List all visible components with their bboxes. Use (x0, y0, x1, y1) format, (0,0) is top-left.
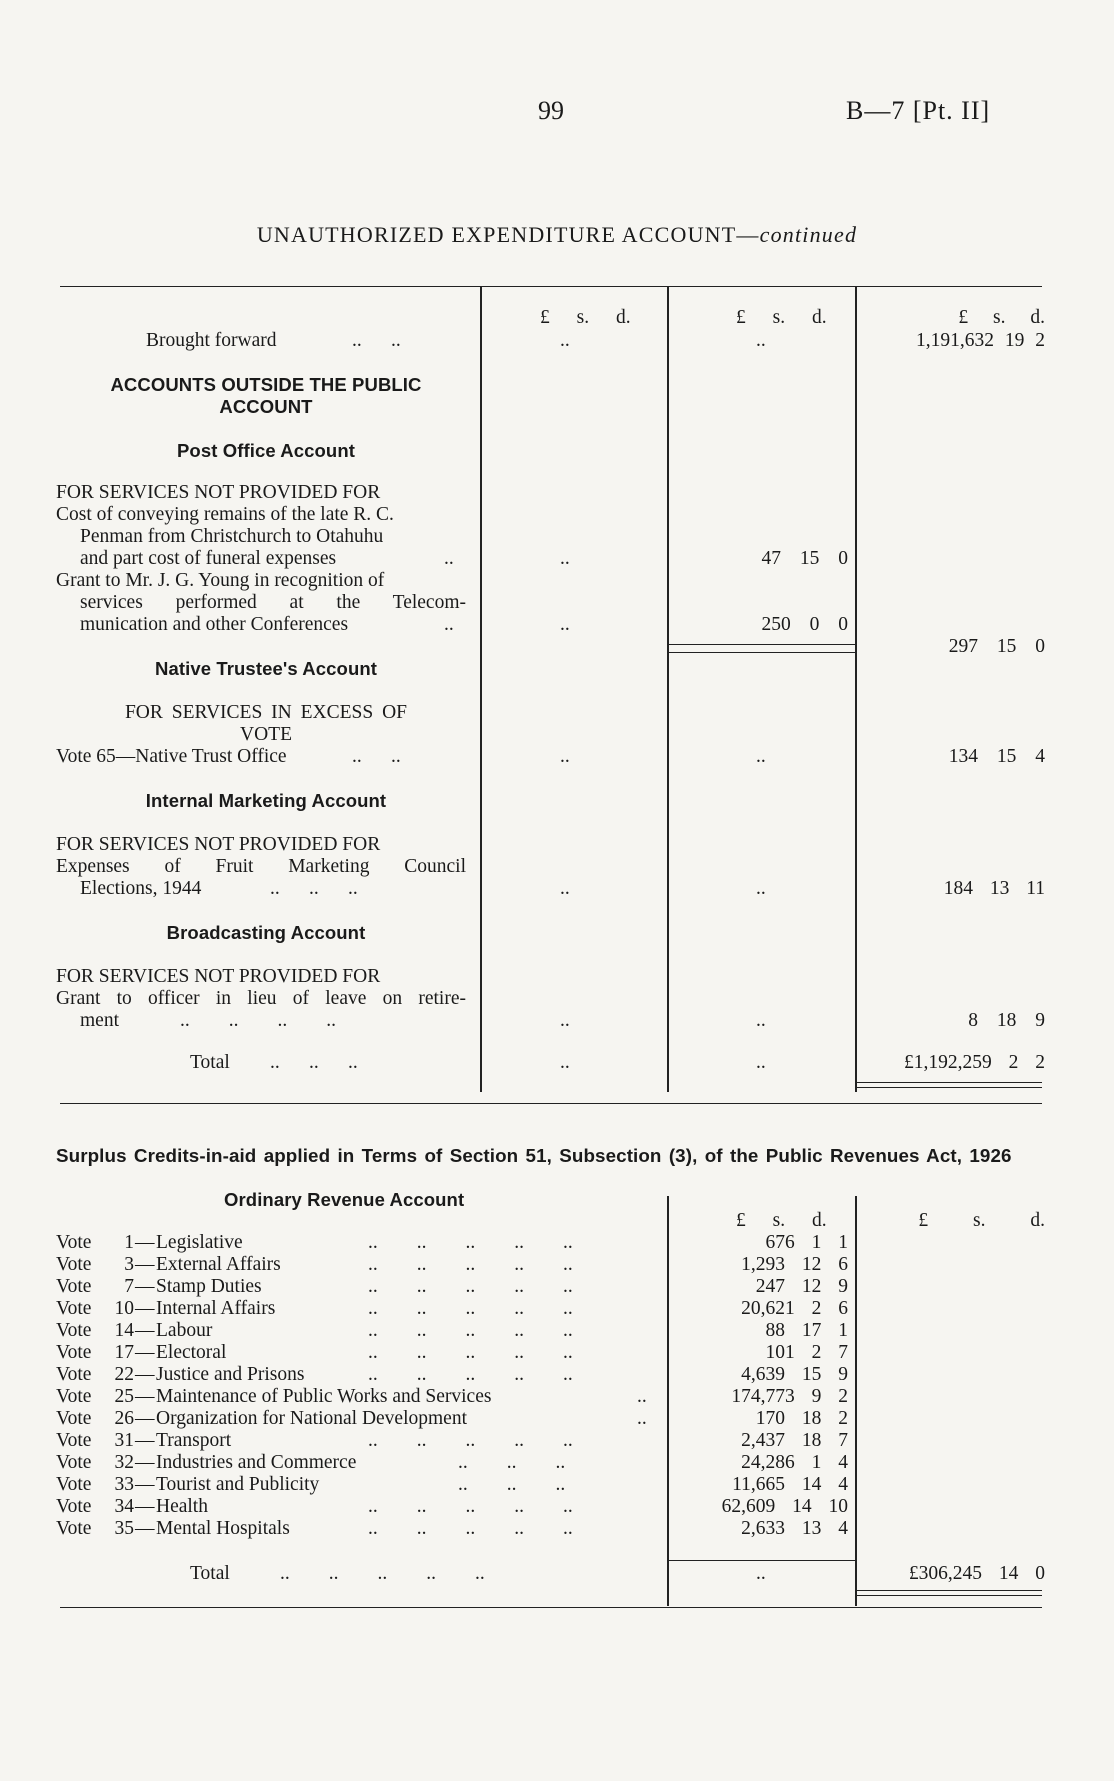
vote-leaders: .. .. .. .. .. (368, 1364, 573, 1385)
section-heading-line2: ACCOUNT (219, 396, 313, 417)
vote-leaders: .. .. .. .. .. (368, 1232, 573, 1253)
vote-amount: 2,633 13 4 (741, 1518, 848, 1539)
table2-amount-rule (668, 1560, 855, 1561)
vote-number: 32 (114, 1452, 134, 1473)
brought-forward-c2: .. (756, 330, 766, 351)
vote-name: Legislative (156, 1232, 243, 1253)
vote-amount: 20,621 2 6 (741, 1298, 848, 1319)
vote-number: 25 (114, 1386, 134, 1407)
table2-total-c1: .. (756, 1563, 766, 1584)
vote-amount: 174,773 9 2 (731, 1386, 848, 1407)
vote-dash: — (135, 1474, 155, 1495)
section-heading-line1: ACCOUNTS OUTSIDE THE PUBLIC (110, 374, 422, 395)
vote-dash: — (135, 1232, 155, 1253)
vote-name: Maintenance of Public Works and Services (156, 1386, 492, 1407)
vote-label: Vote (56, 1452, 92, 1473)
vote-number: 33 (114, 1474, 134, 1495)
vote-number: 17 (114, 1342, 134, 1363)
vote-amount: 24,286 1 4 (741, 1452, 848, 1473)
vote-label: Vote (56, 1474, 92, 1495)
vote-name: Justice and Prisons (156, 1364, 305, 1385)
table1-total-c2: .. (756, 1052, 766, 1073)
vote-number: 7 (124, 1276, 134, 1297)
vote-dash: — (135, 1386, 155, 1407)
col3-heading: £ s. d. (958, 307, 1045, 328)
post-office-heading: Post Office Account (176, 440, 355, 461)
post-office-item1-leaders: .. (444, 548, 454, 569)
vote-leaders: .. .. .. .. .. (368, 1342, 573, 1363)
vote-dash: — (135, 1276, 155, 1297)
post-office-item2-line1: Grant to Mr. J. G. Young in recognition of (56, 570, 385, 591)
broadcasting-item-leaders: .. .. .. .. (180, 1010, 336, 1031)
table2-heading: Surplus Credits-in-aid applied in Terms of Section 51, Subsection (3), of the Public Revenues Act, 1926 (56, 1145, 1012, 1166)
vote-name: Transport (156, 1430, 232, 1451)
table1-total-c3: £1,192,259 2 2 (904, 1052, 1045, 1073)
vote-name: Tourist and Publicity (156, 1474, 320, 1495)
internal-marketing-heading: Internal Marketing Account (145, 790, 387, 811)
internal-marketing-item-c3: 184 13 11 (943, 878, 1045, 899)
broadcasting-item-line1: Grant to officer in lieu of leave on retire- (56, 988, 466, 1009)
vote-amount: 101 2 7 (765, 1342, 848, 1363)
table1-col-rule-3 (855, 287, 857, 1092)
vote-amount: 247 12 9 (755, 1276, 848, 1297)
native-trustee-item-leaders: .. .. (352, 746, 401, 767)
vote-name: Stamp Duties (156, 1276, 262, 1297)
vote-amount: 170 18 2 (755, 1408, 848, 1429)
vote-name: External Affairs (156, 1254, 281, 1275)
post-office-subheading: FOR SERVICES NOT PROVIDED FOR (56, 482, 381, 503)
vote-leaders: .. .. .. .. .. (368, 1496, 573, 1517)
post-office-item1-c2: 47 15 0 (761, 548, 848, 569)
vote-amount: 62,609 14 10 (721, 1496, 848, 1517)
broadcasting-item-c2: .. (756, 1010, 766, 1031)
vote-dash: — (135, 1342, 155, 1363)
native-trustee-heading: Native Trustee's Account (154, 658, 377, 679)
internal-marketing-item-leaders: .. .. .. (270, 878, 358, 899)
vote-label: Vote (56, 1386, 92, 1407)
vote-dash: — (135, 1518, 155, 1539)
table1-total-c1: .. (560, 1052, 570, 1073)
post-office-item2-line2: services performed at the Telecom- (80, 592, 466, 613)
native-trustee-subheading-line1: FOR SERVICES IN EXCESS OF (124, 702, 408, 723)
page-title-continued: continued (759, 222, 858, 247)
table2-total-rule-1 (856, 1590, 1042, 1591)
table1-col-rule-1 (480, 287, 482, 1092)
brought-forward-leaders: .. .. (352, 330, 401, 351)
brought-forward-c1: .. (560, 330, 570, 351)
internal-marketing-item-c2: .. (756, 878, 766, 899)
internal-marketing-subheading: FOR SERVICES NOT PROVIDED FOR (56, 834, 381, 855)
table1-total-rule-2 (856, 1087, 1042, 1088)
vote-name: Health (156, 1496, 208, 1517)
vote-dash: — (135, 1452, 155, 1473)
internal-marketing-item-line1: Expenses of Fruit Marketing Council (56, 856, 466, 877)
native-trustee-item-c1: .. (560, 746, 570, 767)
post-office-item1-line3: and part cost of funeral expenses (80, 548, 337, 569)
table2-total-label: Total (190, 1563, 230, 1584)
vote-amount: 4,639 15 9 (741, 1364, 848, 1385)
native-trustee-item-c3: 134 15 4 (948, 746, 1045, 767)
table1-total-rule-1 (856, 1082, 1042, 1083)
native-trustee-item-label: Vote 65—Native Trust Office (56, 746, 287, 767)
subtotal-rule-top (668, 644, 855, 645)
vote-dash: — (135, 1364, 155, 1385)
vote-leaders: .. .. .. .. .. (368, 1430, 573, 1451)
vote-number: 14 (114, 1320, 134, 1341)
vote-label: Vote (56, 1496, 92, 1517)
page-number: 99 (538, 96, 564, 125)
vote-name: Organization for National Development (156, 1408, 468, 1429)
broadcasting-item-line2: ment (80, 1010, 119, 1031)
table1-top-rule (60, 286, 1042, 287)
page-title-main: UNAUTHORIZED EXPENDITURE ACCOUNT— (256, 222, 760, 247)
col1-heading: £ s. d. (540, 307, 631, 328)
subtotal-rule-bottom (668, 652, 855, 653)
vote-label: Vote (56, 1430, 92, 1451)
vote-name: Labour (156, 1320, 213, 1341)
vote-label: Vote (56, 1298, 92, 1319)
vote-leaders: .. .. .. .. .. (368, 1320, 573, 1341)
vote-amount: 1,293 12 6 (741, 1254, 848, 1275)
table2-col-rule-1 (667, 1196, 669, 1606)
internal-marketing-item-c1: .. (560, 878, 570, 899)
vote-number: 26 (114, 1408, 134, 1429)
table2-total-rule-2 (856, 1595, 1042, 1596)
vote-dash: — (135, 1298, 155, 1319)
vote-name: Internal Affairs (156, 1298, 276, 1319)
page-title (0, 222, 1114, 248)
vote-name: Mental Hospitals (156, 1518, 290, 1539)
table2-col2-heading: £ s. d. (918, 1210, 1045, 1231)
vote-number: 10 (114, 1298, 134, 1319)
broadcasting-subheading: FOR SERVICES NOT PROVIDED FOR (56, 966, 381, 987)
vote-name: Electoral (156, 1342, 227, 1363)
vote-dash: — (135, 1430, 155, 1451)
table2-subheading: Ordinary Revenue Account (224, 1189, 465, 1210)
post-office-item2-line3: munication and other Conferences (80, 614, 349, 635)
vote-label: Vote (56, 1342, 92, 1363)
brought-forward-label: Brought forward (146, 330, 277, 351)
table1-total-leaders: .. .. .. (270, 1052, 358, 1073)
vote-amount: 88 17 1 (765, 1320, 848, 1341)
table1-bottom-rule (60, 1103, 1042, 1104)
table2-bottom-rule (60, 1607, 1042, 1608)
vote-dash: — (135, 1408, 155, 1429)
vote-leaders: .. .. .. .. .. (368, 1518, 573, 1539)
post-office-item2-leaders: .. (444, 614, 454, 635)
post-office-item2-c2: 250 0 0 (761, 614, 848, 635)
vote-leaders: .. (637, 1408, 647, 1429)
broadcasting-heading: Broadcasting Account (166, 922, 366, 943)
table1-total-label: Total (190, 1052, 230, 1073)
vote-label: Vote (56, 1320, 92, 1341)
vote-label: Vote (56, 1232, 92, 1253)
vote-number: 1 (124, 1232, 134, 1253)
vote-leaders: .. .. .. (458, 1452, 566, 1473)
table2-total-leaders: .. .. .. .. .. (280, 1563, 485, 1584)
vote-label: Vote (56, 1276, 92, 1297)
document-reference: B—7 [Pt. II] (846, 96, 991, 125)
vote-label: Vote (56, 1518, 92, 1539)
table2-col-rule-2 (855, 1196, 857, 1606)
col2-heading: £ s. d. (736, 307, 827, 328)
vote-label: Vote (56, 1408, 92, 1429)
post-office-item1-c1: .. (560, 548, 570, 569)
vote-label: Vote (56, 1254, 92, 1275)
vote-leaders: .. .. .. .. .. (368, 1298, 573, 1319)
vote-amount: 11,665 14 4 (732, 1474, 848, 1495)
vote-leaders: .. (637, 1386, 647, 1407)
vote-name: Industries and Commerce (156, 1452, 357, 1473)
table1-col-rule-2 (667, 287, 669, 1092)
vote-dash: — (135, 1496, 155, 1517)
vote-amount: 676 1 1 (765, 1232, 848, 1253)
post-office-item1-line1: Cost of conveying remains of the late R. C. (56, 504, 394, 525)
vote-label: Vote (56, 1364, 92, 1385)
post-office-item2-c1: .. (560, 614, 570, 635)
vote-number: 34 (114, 1496, 134, 1517)
vote-number: 3 (124, 1254, 134, 1275)
vote-dash: — (135, 1254, 155, 1275)
vote-leaders: .. .. .. .. .. (368, 1276, 573, 1297)
post-office-item1-line2: Penman from Christchurch to Otahuhu (80, 526, 384, 547)
internal-marketing-item-line2: Elections, 1944 (80, 878, 202, 899)
table2-total-c2: £306,245 14 0 (908, 1563, 1045, 1584)
broadcasting-item-c1: .. (560, 1010, 570, 1031)
native-trustee-subheading-line2: VOTE (240, 724, 292, 745)
vote-leaders: .. .. .. .. .. (368, 1254, 573, 1275)
native-trustee-item-c2: .. (756, 746, 766, 767)
table2-col1-heading: £ s. d. (736, 1210, 827, 1231)
vote-leaders: .. .. .. (458, 1474, 566, 1495)
vote-dash: — (135, 1320, 155, 1341)
post-office-total-c3: 297 15 0 (948, 636, 1045, 657)
broadcasting-item-c3: 8 18 9 (968, 1010, 1045, 1031)
brought-forward-c3: 1,191,632 19 2 (916, 330, 1045, 351)
vote-amount: 2,437 18 7 (741, 1430, 848, 1451)
vote-number: 31 (114, 1430, 134, 1451)
vote-number: 22 (114, 1364, 134, 1385)
vote-number: 35 (114, 1518, 134, 1539)
